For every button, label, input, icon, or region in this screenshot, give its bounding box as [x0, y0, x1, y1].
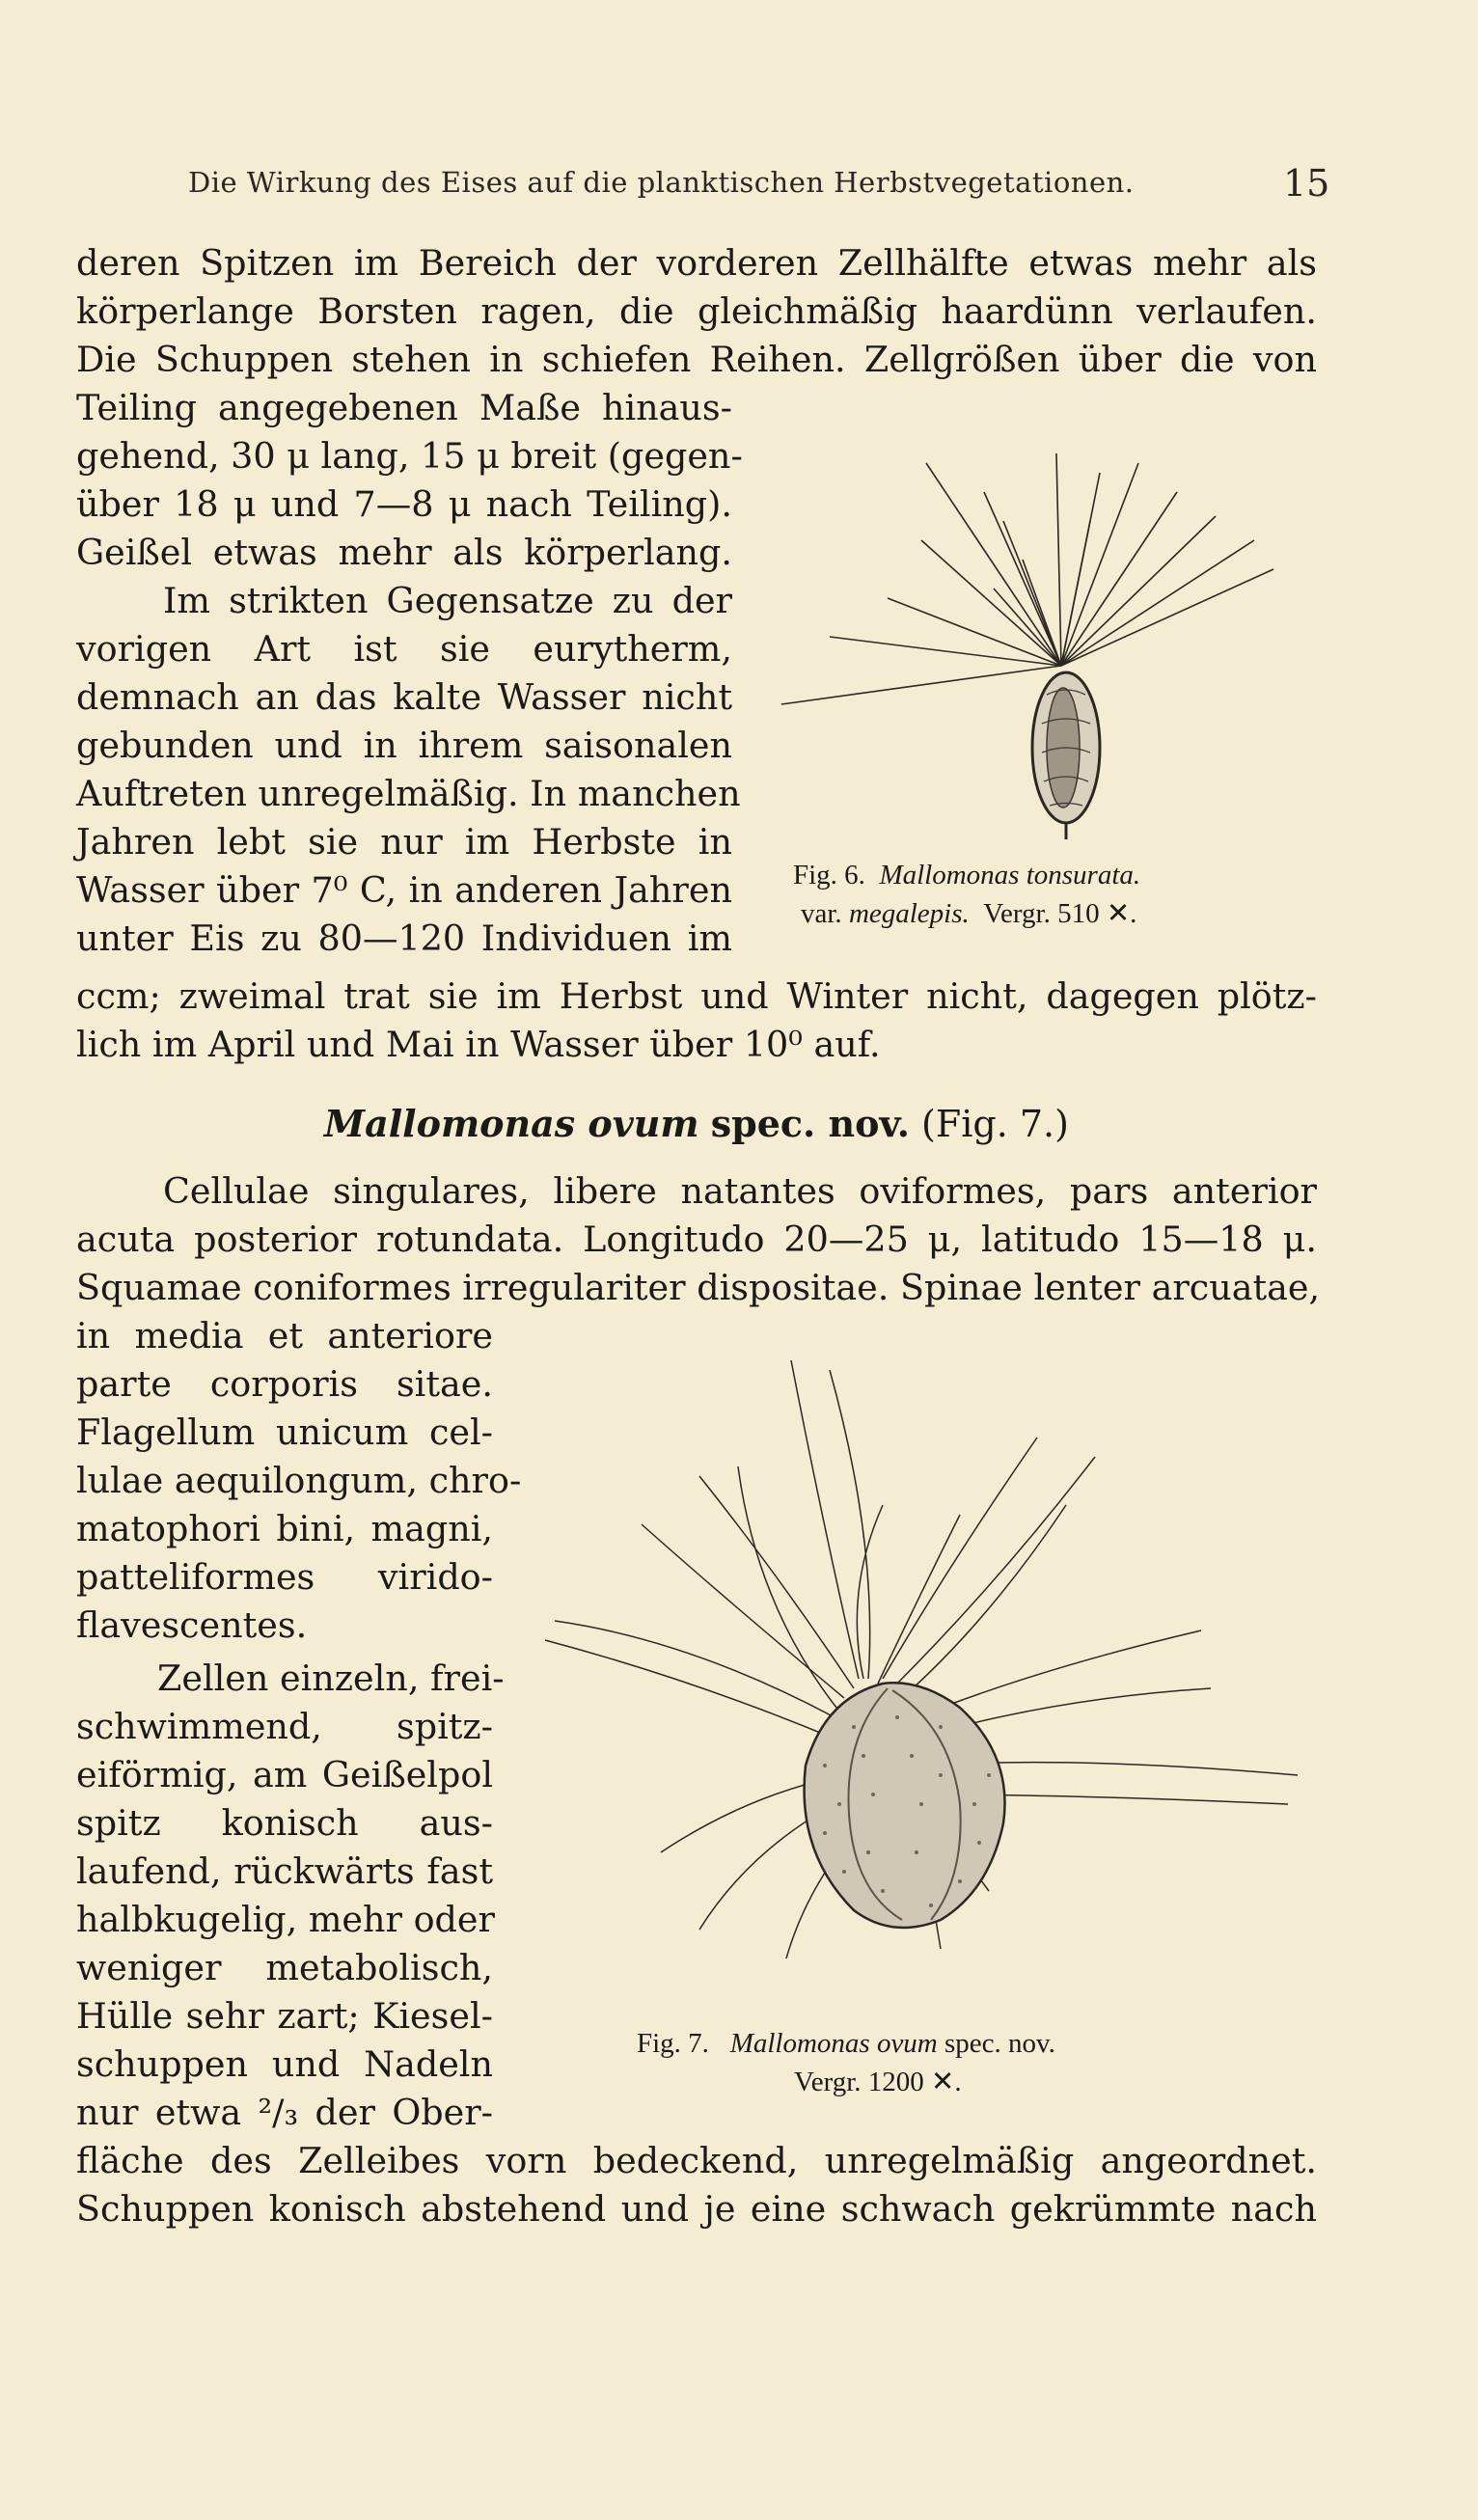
text-line: Geißel etwas mehr als körperlang.: [76, 532, 732, 573]
figure-6-illustration: [772, 405, 1312, 849]
text-line: unter Eis zu 80—120 Individuen im: [76, 918, 732, 959]
page-number: 15: [1283, 162, 1330, 205]
figure-7-illustration: [535, 1351, 1317, 2007]
text-line: demnach an das kalte Wasser nicht: [76, 676, 732, 718]
text-line: eiförmig, am Geißelpol: [76, 1754, 493, 1795]
text-line: Schuppen konisch abstehend und je eine schwach gekrümmte nach: [76, 2188, 1317, 2230]
text-line: weniger metabolisch,: [76, 1947, 493, 1988]
text-line: spitz konisch aus-: [76, 1802, 493, 1844]
section-heading: Mallomonas ovum spec. nov. (Fig. 7.): [324, 1102, 1069, 1145]
figure-7-caption-line1: Fig. 7. Mallomonas ovum spec. nov.: [637, 2028, 1055, 2059]
text-line: gebunden und in ihrem saisonalen: [76, 725, 732, 766]
text-line: acuta posterior rotundata. Longitudo 20—25 μ, latitudo 15—18 μ.: [76, 1219, 1317, 1260]
text-line: deren Spitzen im Bereich der vorderen Zellhälfte etwas mehr als: [76, 242, 1317, 284]
text-line: Teiling angegebenen Maße hinaus-: [76, 387, 732, 428]
text-line: lich im April und Mai in Wasser über 10⁰ auf.: [76, 1024, 881, 1065]
text-line: Auftreten unregelmäßig. In manchen: [76, 773, 741, 814]
figure-7-caption-line2: Vergr. 1200 ✕.: [794, 2067, 962, 2097]
text-line: laufend, rückwärts fast: [76, 1850, 493, 1892]
text-line: in media et anteriore: [76, 1315, 493, 1356]
text-line: Zellen einzeln, frei-: [157, 1657, 505, 1699]
text-line: körperlange Borsten ragen, die gleichmäßig haardünn verlaufen.: [76, 290, 1317, 332]
text-line: Cellulae singulares, libere natantes oviformes, pars anterior: [163, 1170, 1317, 1212]
running-title: Die Wirkung des Eises auf die planktischen Herbstvegetationen.: [188, 166, 1135, 199]
text-line: Die Schuppen stehen in schiefen Reihen. Zellgrößen über die von: [76, 339, 1317, 380]
text-line: parte corporis sitae.: [76, 1363, 493, 1405]
text-line: patteliformes virido-: [76, 1556, 493, 1598]
text-line: Squamae coniformes irregulariter dispositae. Spinae lenter arcuatae,: [76, 1267, 1321, 1308]
text-line: flavescentes.: [76, 1604, 308, 1646]
text-line: schwimmend, spitz-: [76, 1706, 493, 1747]
text-line: lulae aequilongum, chro-: [76, 1460, 522, 1501]
text-line: vorigen Art ist sie eurytherm,: [76, 628, 732, 670]
text-line: nur etwa ²/₃ der Ober-: [76, 2092, 493, 2133]
text-line: gehend, 30 μ lang, 15 μ breit (gegen-: [76, 435, 743, 477]
figure-6-caption-line1: Fig. 6. Mallomonas tonsurata.: [793, 860, 1141, 890]
figure-6-caption-line2: var. megalepis. Vergr. 510 ✕.: [801, 898, 1137, 929]
text-line: matophori bini, magni,: [76, 1508, 493, 1549]
text-line: schuppen und Nadeln: [76, 2043, 493, 2085]
text-line: Flagellum unicum cel-: [76, 1411, 493, 1453]
text-line: ccm; zweimal trat sie im Herbst und Winter nicht, dagegen plötz-: [76, 975, 1317, 1017]
text-line: fläche des Zelleibes vorn bedeckend, unregelmäßig angeordnet.: [76, 2140, 1317, 2181]
text-line: über 18 μ und 7—8 μ nach Teiling).: [76, 483, 732, 525]
text-line: Hülle sehr zart; Kiesel-: [76, 1995, 493, 2037]
text-line: Im strikten Gegensatze zu der: [163, 580, 732, 621]
text-line: Wasser über 7⁰ C, in anderen Jahren: [76, 869, 732, 911]
text-line: halbkugelig, mehr oder: [76, 1899, 495, 1940]
text-line: Jahren lebt sie nur im Herbste in: [76, 821, 732, 863]
